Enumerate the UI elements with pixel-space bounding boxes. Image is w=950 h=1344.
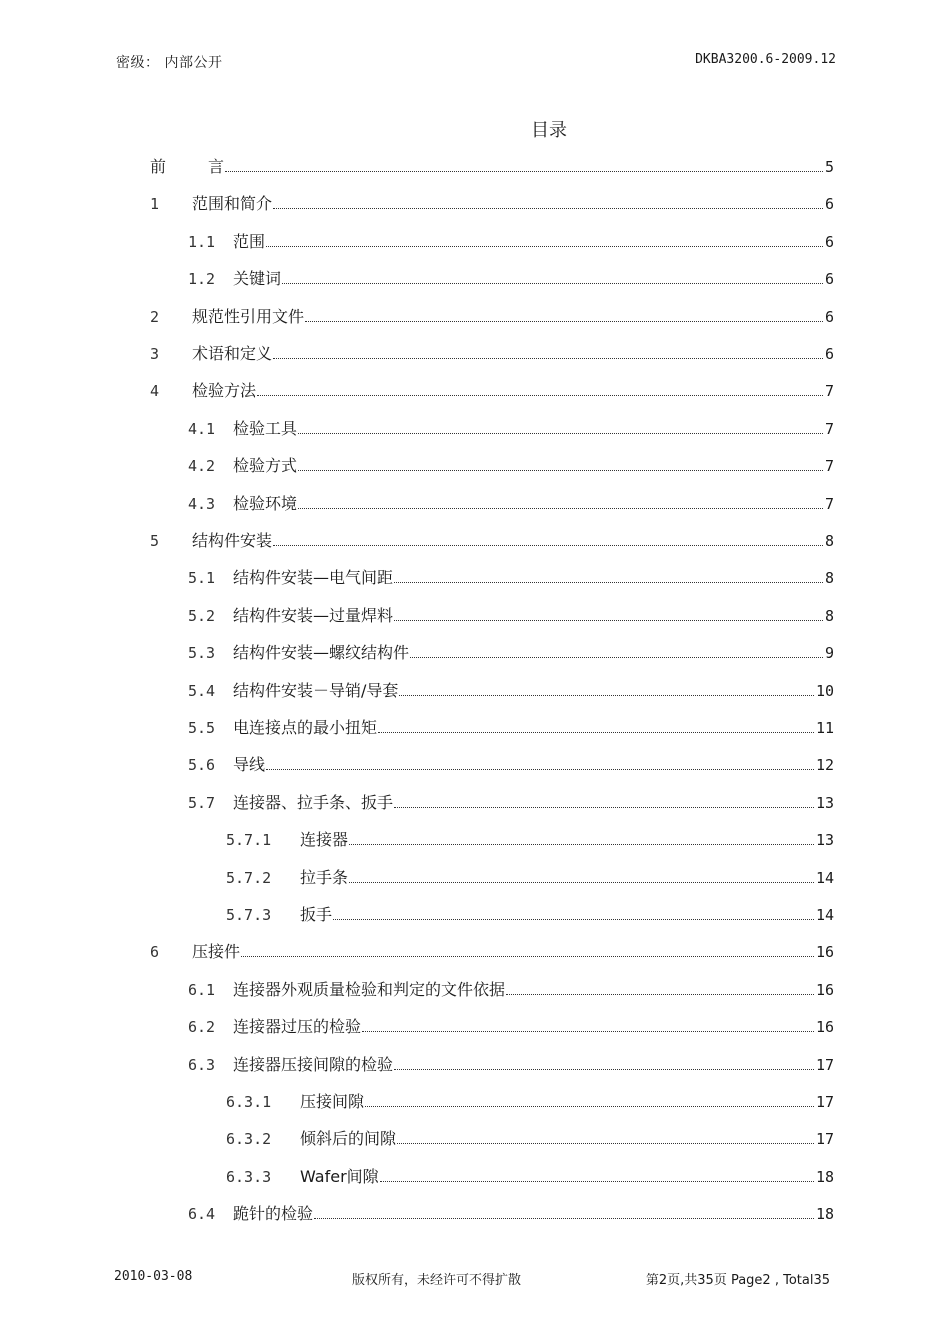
footer-date: 2010-03-08	[114, 1269, 193, 1284]
toc-dot-leader	[506, 994, 814, 995]
toc-entry-title: 检验方法	[192, 381, 257, 401]
toc-entry-number: 5.7.1	[226, 831, 272, 850]
toc-dot-leader	[394, 1069, 814, 1070]
toc-entry-title: 检验方式	[233, 456, 298, 476]
toc-dot-leader	[298, 508, 823, 509]
toc-title: 目录	[531, 120, 567, 141]
toc-entry-page: 7	[824, 457, 834, 476]
toc-entry-page: 6	[824, 232, 834, 251]
toc-entry[interactable]	[150, 378, 834, 402]
toc-entry-page: 6	[824, 270, 834, 289]
toc-entry-title: 拉手条	[300, 867, 349, 887]
toc-entry-title: 结构件安装—电气间距	[233, 568, 394, 588]
toc-entry[interactable]	[226, 865, 834, 889]
toc-entry-number: 5	[150, 532, 160, 550]
toc-entry-page: 8	[824, 569, 834, 588]
toc-dot-leader	[410, 657, 823, 658]
toc-entry-page: 16	[815, 1018, 834, 1037]
toc-entry-number: 1.2	[188, 270, 216, 289]
toc-entry-title: 压接间隙	[300, 1092, 365, 1111]
toc-entry-title: 检验工具	[233, 418, 298, 438]
toc-entry-page: 11	[815, 719, 834, 737]
toc-entry-title: 言	[208, 157, 225, 176]
toc-dot-leader	[362, 1031, 814, 1032]
toc-entry-number: 4.2	[188, 457, 216, 476]
toc-dot-leader	[266, 246, 823, 247]
toc-entry-page: 14	[815, 906, 834, 924]
toc-entry-number: 6.2	[188, 1018, 216, 1037]
toc-entry-title: 结构件安装－导销/导套	[233, 680, 399, 700]
toc-entry-number: 5.6	[188, 756, 216, 775]
toc-entry-number: 6.3.1	[226, 1093, 272, 1111]
toc-entry[interactable]	[188, 491, 834, 515]
toc-entry[interactable]	[188, 752, 834, 776]
toc-entry-page: 18	[815, 1167, 834, 1186]
toc-entry[interactable]	[188, 603, 834, 627]
toc-entry-number: 5.5	[188, 719, 216, 737]
toc-entry[interactable]	[188, 678, 834, 702]
toc-dot-leader	[298, 433, 823, 434]
toc-entry-title: 倾斜后的间隙	[300, 1129, 397, 1149]
toc-entry-title: 连接器压接间隙的检验	[233, 1054, 394, 1074]
toc-dot-leader	[241, 956, 814, 957]
toc-dot-leader	[394, 807, 814, 808]
toc-entry[interactable]	[188, 565, 834, 589]
toc-entry-title: 连接器	[300, 830, 349, 850]
toc-entry[interactable]	[188, 1052, 834, 1076]
toc-dot-leader	[399, 695, 814, 696]
toc-entry[interactable]	[226, 902, 834, 926]
toc-entry-title: 跪针的检验	[233, 1204, 314, 1224]
toc-dot-leader	[273, 208, 823, 209]
toc-dot-leader	[273, 545, 823, 546]
toc-entry[interactable]	[150, 341, 834, 365]
toc-entry-page: 16	[815, 980, 834, 999]
toc-entry-title: 规范性引用文件	[192, 306, 305, 326]
toc-entry-page: 6	[824, 345, 834, 363]
toc-entry-number: 5.4	[188, 681, 216, 700]
toc-dot-leader	[266, 769, 814, 770]
toc-entry-title: 结构件安装	[192, 531, 273, 550]
toc-entry-number: 5.7	[188, 793, 216, 812]
toc-entry[interactable]	[226, 827, 834, 851]
toc-entry-title: 电连接点的最小扭矩	[233, 718, 378, 737]
toc-entry[interactable]	[188, 640, 834, 664]
toc-entry[interactable]	[226, 1164, 834, 1188]
toc-dot-leader	[380, 1181, 814, 1182]
toc-entry-title: 连接器、拉手条、扳手	[233, 792, 394, 812]
toc-dot-leader	[349, 882, 814, 883]
toc-dot-leader	[305, 321, 823, 322]
toc-entry-page: 6	[824, 195, 834, 214]
toc-entry-title: Wafer间隙	[300, 1166, 379, 1186]
toc-dot-leader	[349, 844, 814, 845]
toc-entry-page: 8	[824, 606, 834, 625]
toc-entry-number: 5.2	[188, 606, 216, 625]
toc-entry-page: 17	[815, 1093, 834, 1111]
toc-entry-title: 范围和简介	[192, 194, 273, 214]
toc-entry[interactable]	[188, 715, 834, 739]
toc-dot-leader	[282, 283, 823, 284]
toc-entry[interactable]	[150, 154, 834, 178]
toc-dot-leader	[225, 171, 823, 172]
toc-entry-number: 1	[150, 195, 160, 214]
toc-entry-number: 4.3	[188, 494, 216, 513]
toc-entry-title: 结构件安装—螺纹结构件	[233, 643, 410, 663]
toc-entry-title: 连接器过压的检验	[233, 1017, 362, 1037]
toc-entry[interactable]	[150, 528, 834, 552]
toc-entry-page: 17	[815, 1055, 834, 1074]
toc-entry[interactable]	[150, 191, 834, 215]
toc-entry-number: 6.4	[188, 1205, 216, 1224]
toc-dot-leader	[394, 620, 823, 621]
page-footer	[114, 1269, 830, 1289]
toc-entry-number: 6	[150, 943, 160, 962]
toc-dot-leader	[257, 395, 823, 396]
toc-entry-number: 2	[150, 307, 160, 326]
toc-entry-number: 6.1	[188, 980, 216, 999]
toc-entry-number: 4.1	[188, 419, 216, 438]
toc-entry-page: 6	[824, 307, 834, 326]
toc-entry-number: 4	[150, 382, 160, 401]
toc-entry-page: 17	[815, 1130, 834, 1149]
toc-entry[interactable]	[188, 229, 834, 253]
toc-entry-number: 5.1	[188, 569, 216, 588]
toc-entry[interactable]	[150, 939, 834, 963]
toc-entry-page: 16	[815, 943, 834, 962]
toc-entry[interactable]	[188, 453, 834, 477]
toc-dot-leader	[394, 582, 823, 583]
toc-entry-page: 13	[815, 831, 834, 850]
toc-entry-page: 9	[824, 644, 834, 663]
toc-entry-title: 检验环境	[233, 493, 298, 513]
toc-entry[interactable]	[188, 790, 834, 814]
toc-entry-number: 1.1	[188, 232, 216, 251]
toc-dot-leader	[314, 1218, 814, 1219]
document-id: DKBA3200.6-2009.12	[695, 52, 836, 67]
classification-label: 密级： 内部公开	[116, 55, 223, 71]
footer-page-info: 第2页,共35页 Page2 , Total35	[645, 1273, 830, 1288]
toc-entry-title: 结构件安装—过量焊料	[233, 605, 394, 625]
toc-entry[interactable]	[188, 416, 834, 440]
toc-entry-title: 扳手	[300, 905, 333, 924]
toc-entry[interactable]	[226, 1089, 834, 1113]
toc-entry[interactable]	[188, 266, 834, 290]
toc-entry-page: 10	[815, 681, 834, 700]
toc-entry-number: 5.3	[188, 644, 216, 663]
toc-entry-number: 3	[150, 345, 160, 363]
toc-entry-page: 12	[815, 756, 834, 775]
toc-entry-page: 8	[824, 532, 834, 550]
toc-dot-leader	[273, 358, 823, 359]
toc-entry-title: 范围	[233, 231, 266, 251]
toc-entry[interactable]	[188, 1201, 834, 1225]
toc-dot-leader	[378, 732, 814, 733]
page-header	[116, 52, 836, 74]
toc-entry-title: 压接件	[192, 942, 241, 962]
toc-entry-title: 连接器外观质量检验和判定的文件依据	[233, 979, 506, 999]
toc-entry-page: 7	[824, 419, 834, 438]
toc-entry-page: 18	[815, 1205, 834, 1224]
toc-dot-leader	[333, 919, 814, 920]
toc-entry[interactable]	[188, 977, 834, 1001]
toc-entry-number: 前	[150, 157, 187, 176]
toc-entry-page: 5	[824, 158, 834, 176]
toc-entry-page: 14	[815, 868, 834, 887]
toc-entry-number: 6.3.2	[226, 1130, 272, 1149]
toc-entry[interactable]	[150, 304, 834, 328]
toc-dot-leader	[298, 470, 823, 471]
toc-entry-page: 13	[815, 793, 834, 812]
toc-entry-title: 术语和定义	[192, 344, 273, 363]
toc-entry-number: 5.7.2	[226, 868, 272, 887]
toc-entry-number: 5.7.3	[226, 906, 272, 924]
toc-dot-leader	[365, 1106, 814, 1107]
toc-entry-number: 6.3.3	[226, 1167, 272, 1186]
toc-entry[interactable]	[188, 1014, 834, 1038]
toc-entry[interactable]	[226, 1126, 834, 1150]
toc-entry-page: 7	[824, 494, 834, 513]
toc-entry-number: 6.3	[188, 1055, 216, 1074]
toc-entry-title: 关键词	[233, 269, 282, 289]
footer-copyright: 版权所有，未经许可不得扩散	[352, 1273, 522, 1288]
toc-dot-leader	[397, 1143, 814, 1144]
toc-entry-page: 7	[824, 382, 834, 401]
toc-entry-title: 导线	[233, 755, 266, 775]
